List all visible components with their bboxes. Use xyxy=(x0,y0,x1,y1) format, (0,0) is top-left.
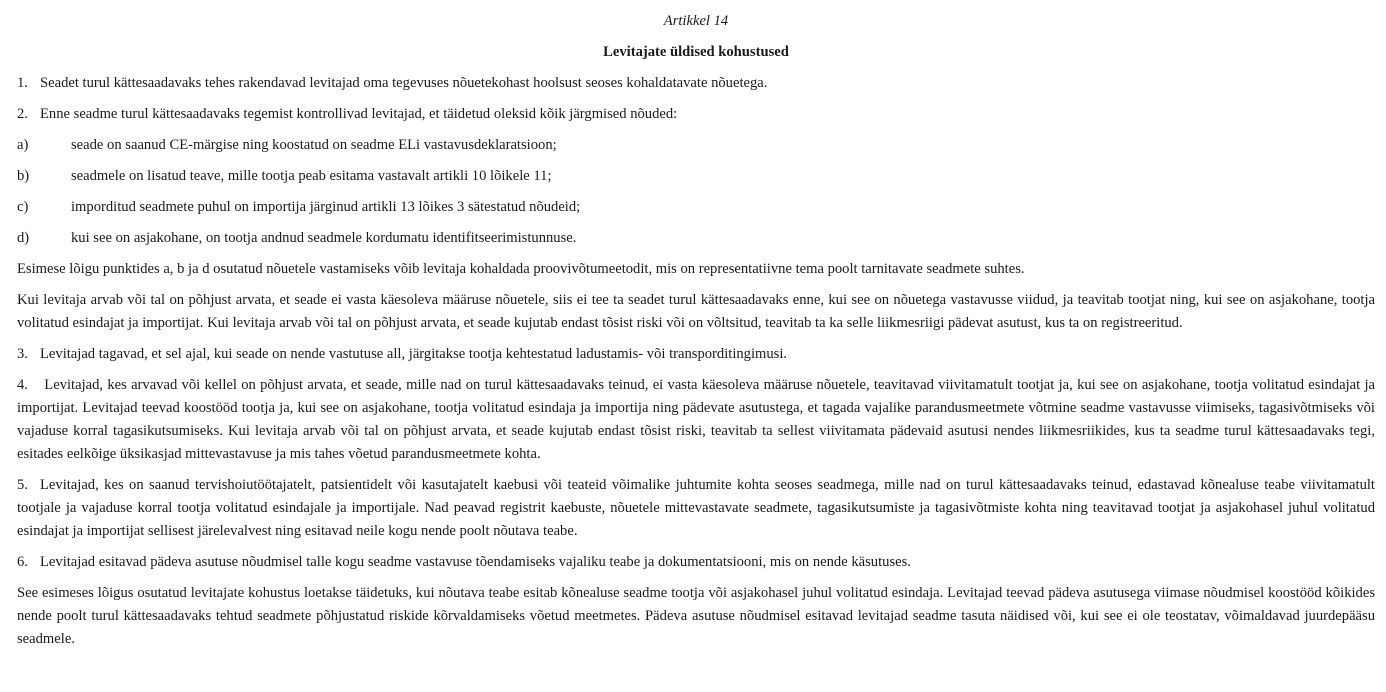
list-item-c xyxy=(17,196,1375,219)
paragraph-6 xyxy=(17,551,1375,574)
list-item-text: imporditud seadmete puhul on importija järginud artikli 13 lõikes 3 sätestatud nõudeid; xyxy=(71,199,581,215)
paragraph-number: 5. xyxy=(17,477,28,493)
paragraph-number: 2. xyxy=(17,106,28,122)
paragraph-number: 3. xyxy=(17,346,28,362)
paragraph-text: Levitajad esitavad pädeva asutuse nõudmisel talle kogu seadme vastavuse tõendamiseks vajaliku teabe ja dokumentatsiooni, mis on nende käsutuses. xyxy=(40,554,911,570)
paragraph-2 xyxy=(17,103,1375,126)
paragraph-number: 4. xyxy=(17,377,28,393)
paragraph-text: Levitajad, kes on saanud tervishoiutöötajatelt, patsientidelt või kasutajatelt kaebusi või teateid võimalike juhtumite kohta seoses seadmega, mille nad on turul kättesaadavaks teinud, edastavad kõnealuse teabe viivitamatult tootjale ja vajaduse korral tootja volitatud esindajale ja importijale. Nad peavad registrit kaebuste, nõuetele mittevastavate seadmete, tagasikutsumiste ja tagasivõtmiste kohta ning teavitavad tootjat ja asjakohasel juhul volitatud esindajat ja importijat sellisest järelevalvest ning esitavad neile kogu nende poolt nõutava teabe. xyxy=(17,477,1375,539)
paragraph-1 xyxy=(17,72,1375,95)
paragraph-text: Levitajad tagavad, et sel ajal, kui seade on nende vastutuse all, järgitakse tootja kehtestatud ladustamis- või transporditingimusi. xyxy=(40,346,788,362)
paragraph-5 xyxy=(17,474,1375,543)
paragraph-text: Enne seadme turul kättesaadavaks tegemist kontrollivad levitajad, et täidetud oleksid kõik järgmised nõuded: xyxy=(40,106,678,122)
list-item-text: seadmele on lisatud teave, mille tootja peab esitama vastavalt artikli 10 lõikele 11; xyxy=(71,168,552,184)
list-item-letter: b) xyxy=(17,168,30,184)
document-body xyxy=(17,0,1375,651)
paragraph-number: 1. xyxy=(17,75,28,91)
list-item-letter: d) xyxy=(17,230,30,246)
article-title: Levitajate üldised kohustused xyxy=(603,44,789,60)
sampling-paragraph: Esimese lõigu punktides a, b ja d osutatud nõuetele vastamiseks võib levitaja kohaldada proovivõtumeetodit, mis on representatiivne tema poolt tarnitavate seadmete suhtes. xyxy=(17,261,1025,277)
list-item-letter: c) xyxy=(17,199,29,215)
paragraph-4 xyxy=(17,374,1375,466)
nonconformity-paragraph: Kui levitaja arvab või tal on põhjust arvata, et seade ei vasta käesoleva määruse nõuetele, siis ei tee ta seadet turul kättesaadavaks enne, kui see on nõuetega vastavusse viidud, ja teavitab tootjat ning, kui see on asjakohane, tootja volitatud esindajat ja importijat. Kui levitaja arvab või tal on põhjust arvata, et seade kujutab endast tõsist riski või on võltsitud, teavitab ta ka selle liikmesriigi pädevat asutust, kus ta on registreeritud. xyxy=(17,292,1375,331)
paragraph-text: Levitajad, kes arvavad või kellel on põhjust arvata, et seade, mille nad on turul kättesaadavaks teinud, ei vasta käesoleva määruse nõuetele, teavitavad viivitamatult tootjat ja, kui see on asjakohane, tootja volitatud esindajat ja importijat. Levitajad teevad koostööd tootja ja, kui see on asjakohane, tootja volitatud esindaja ja importija ning pädevate asutustega, et tagada vajalike parandusmeetmete võtmine seadme vastavusse viimiseks, tagasivõtmiseks või vajaduse korral tagasikutsumiseks. Kui levitaja arvab või tal on põhjust arvata, et seade kujutab endast tõsist riski, teavitab ta sellest viivitamata pädevaid asutusi nendes liikmesriikides, kus ta seadme turul kättesaadavaks tegi, esitades eelkõige üksikasjad mittevastavuse ja mis tahes võetud parandusmeetmete kohta. xyxy=(17,377,1375,462)
paragraph-text: Seadet turul kättesaadavaks tehes rakendavad levitajad oma tegevuses nõuetekohast hoolsust seoses kohaldatavate nõuetega. xyxy=(40,75,768,91)
article-number: Artikkel 14 xyxy=(663,13,729,29)
list-item-b xyxy=(17,165,1375,188)
list-item-text: seade on saanud CE-märgise ning koostatud on seadme ELi vastavusdeklaratsioon; xyxy=(71,137,557,153)
paragraph-3 xyxy=(17,343,1375,366)
paragraph-number: 6. xyxy=(17,554,28,570)
final-paragraph: See esimeses lõigus osutatud levitajate kohustus loetakse täidetuks, kui nõutava teabe esitab kõnealuse seadme tootja või asjakohasel juhul volitatud esindaja. Levitajad teevad pädeva asutusega viimase nõudmisel koostööd kõikides nende poolt turul kättesaadavaks tehtud seadmete põhjustatud riskide kõrvaldamiseks võetud meetmetes. Pädeva asutuse nõudmisel esitavad levitajad seadme tasuta näidised või, kui see ei ole teostatav, võimaldavad juurdepääsu seadmele. xyxy=(17,585,1375,647)
list-item-letter: a) xyxy=(17,137,29,153)
list-item-a xyxy=(17,134,1375,157)
list-item-d xyxy=(17,227,1375,250)
list-item-text: kui see on asjakohane, on tootja andnud seadmele kordumatu identifitseerimistunnuse. xyxy=(71,230,577,246)
